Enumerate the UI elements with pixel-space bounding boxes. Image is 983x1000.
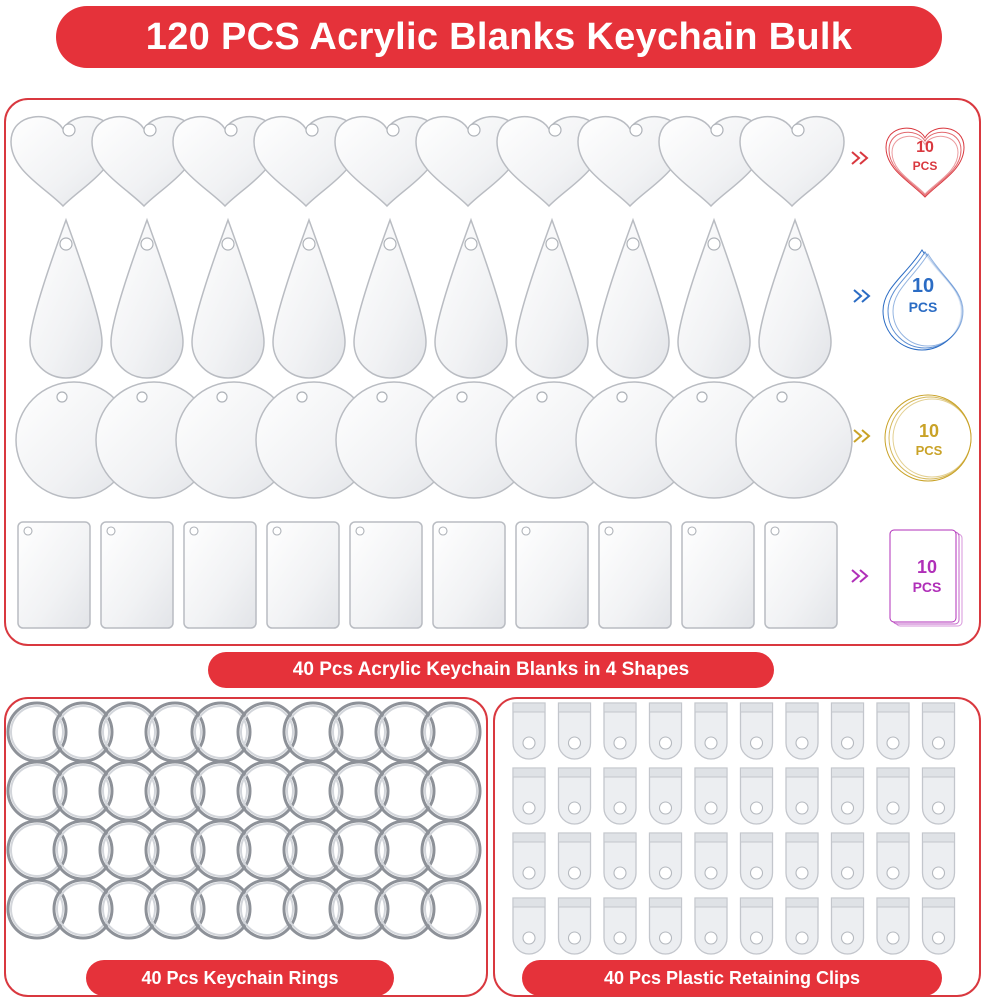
heart-hole xyxy=(711,124,723,136)
retaining-clip xyxy=(513,768,545,824)
circle-hole xyxy=(457,392,467,402)
retaining-clip xyxy=(604,898,636,954)
rectangle-hole xyxy=(771,527,779,535)
rectangle-hole xyxy=(356,527,364,535)
rectangle-hole xyxy=(273,527,281,535)
teardrop-count-number: 10 xyxy=(911,275,935,297)
retaining-clip xyxy=(786,833,818,889)
rectangle-count-unit: PCS xyxy=(912,579,942,595)
circle-hole xyxy=(617,392,627,402)
retaining-clip xyxy=(877,703,909,759)
chevron-right-icon xyxy=(862,430,869,442)
rectangle-blank xyxy=(101,522,173,628)
rectangle-hole xyxy=(439,527,447,535)
retaining-clip xyxy=(650,833,682,889)
heart-count-badge xyxy=(880,112,970,202)
circle-hole xyxy=(217,392,227,402)
retaining-clip xyxy=(559,833,591,889)
rectangle-hole xyxy=(24,527,32,535)
rectangle-blank xyxy=(682,522,754,628)
teardrop-count-unit: PCS xyxy=(908,299,938,315)
chevron-right-icon xyxy=(860,152,867,164)
heart-count-number: 10 xyxy=(916,139,934,156)
retaining-clip xyxy=(741,898,773,954)
rectangle-hole xyxy=(107,527,115,535)
rectangle-count-badge xyxy=(882,528,972,618)
teardrop-hole xyxy=(60,238,72,250)
retaining-clip xyxy=(559,768,591,824)
rectangle-hole xyxy=(605,527,613,535)
retaining-clip xyxy=(877,768,909,824)
retaining-clip xyxy=(650,703,682,759)
chevron-right-icon xyxy=(854,290,861,302)
heart-hole xyxy=(549,124,561,136)
teardrop-hole xyxy=(546,238,558,250)
chevron-right-icon xyxy=(854,430,861,442)
circle-blank xyxy=(736,382,852,498)
retaining-clip xyxy=(559,898,591,954)
circle-hole xyxy=(377,392,387,402)
retaining-clip xyxy=(650,768,682,824)
retaining-clip xyxy=(741,833,773,889)
circle-hole xyxy=(777,392,787,402)
retaining-clip xyxy=(877,898,909,954)
retaining-clip xyxy=(513,703,545,759)
heart-hole xyxy=(387,124,399,136)
chevron-right-icon xyxy=(852,570,859,582)
circle-hole xyxy=(537,392,547,402)
retaining-clip xyxy=(786,898,818,954)
retaining-clip xyxy=(877,833,909,889)
retaining-clip xyxy=(832,768,864,824)
product-title-banner: 120 PCS Acrylic Blanks Keychain Bulk xyxy=(56,6,942,68)
retaining-clip xyxy=(695,898,727,954)
teardrop-hole xyxy=(384,238,396,250)
chevron-right-icon xyxy=(862,290,869,302)
teardrop-hole xyxy=(465,238,477,250)
rectangle-hole xyxy=(688,527,696,535)
circle-hole xyxy=(297,392,307,402)
teardrop-hole xyxy=(708,238,720,250)
retaining-clip xyxy=(832,898,864,954)
circle-hole xyxy=(697,392,707,402)
retaining-clip xyxy=(695,833,727,889)
retaining-clip xyxy=(695,703,727,759)
rectangle-blank xyxy=(765,522,837,628)
retaining-clip xyxy=(786,768,818,824)
retaining-clip xyxy=(923,703,955,759)
teardrop-hole xyxy=(627,238,639,250)
rectangle-count-number: 10 xyxy=(916,557,938,577)
rectangle-blank xyxy=(516,522,588,628)
heart-count-unit: PCS xyxy=(912,159,938,173)
keychain-rings-label: 40 Pcs Keychain Rings xyxy=(86,960,394,996)
retaining-clip xyxy=(513,833,545,889)
retaining-clip xyxy=(923,768,955,824)
circle-count-badge xyxy=(884,394,974,484)
retaining-clip xyxy=(513,898,545,954)
retaining-clip xyxy=(604,703,636,759)
retaining-clip xyxy=(923,898,955,954)
heart-hole xyxy=(792,124,804,136)
retaining-clip xyxy=(923,833,955,889)
circle-count-unit: PCS xyxy=(915,443,943,458)
retaining-clip xyxy=(741,768,773,824)
heart-hole xyxy=(225,124,237,136)
rectangle-blank xyxy=(18,522,90,628)
retaining-clip xyxy=(695,768,727,824)
circle-hole xyxy=(57,392,67,402)
retaining-clip xyxy=(604,833,636,889)
teardrop-count-badge xyxy=(878,244,968,334)
retaining-clips-label: 40 Pcs Plastic Retaining Clips xyxy=(522,960,942,996)
rectangle-hole xyxy=(190,527,198,535)
teardrop-hole xyxy=(789,238,801,250)
retaining-clip xyxy=(604,768,636,824)
chevron-right-icon xyxy=(860,570,867,582)
rectangle-blank xyxy=(350,522,422,628)
circle-hole xyxy=(137,392,147,402)
retaining-clip xyxy=(741,703,773,759)
chevron-right-icon xyxy=(852,152,859,164)
retaining-clip xyxy=(650,898,682,954)
rectangle-blank xyxy=(599,522,671,628)
rectangle-blank xyxy=(267,522,339,628)
retaining-clip xyxy=(559,703,591,759)
heart-hole xyxy=(468,124,480,136)
retaining-clip xyxy=(832,703,864,759)
retaining-clip xyxy=(832,833,864,889)
acrylic-blanks-label: 40 Pcs Acrylic Keychain Blanks in 4 Shapes xyxy=(208,652,774,688)
rectangle-hole xyxy=(522,527,530,535)
rectangle-blank xyxy=(184,522,256,628)
rectangle-blank xyxy=(433,522,505,628)
teardrop-hole xyxy=(141,238,153,250)
heart-hole xyxy=(630,124,642,136)
circle-count-number: 10 xyxy=(918,421,940,441)
retaining-clip xyxy=(786,703,818,759)
heart-hole xyxy=(144,124,156,136)
heart-hole xyxy=(63,124,75,136)
heart-hole xyxy=(306,124,318,136)
teardrop-hole xyxy=(222,238,234,250)
teardrop-hole xyxy=(303,238,315,250)
